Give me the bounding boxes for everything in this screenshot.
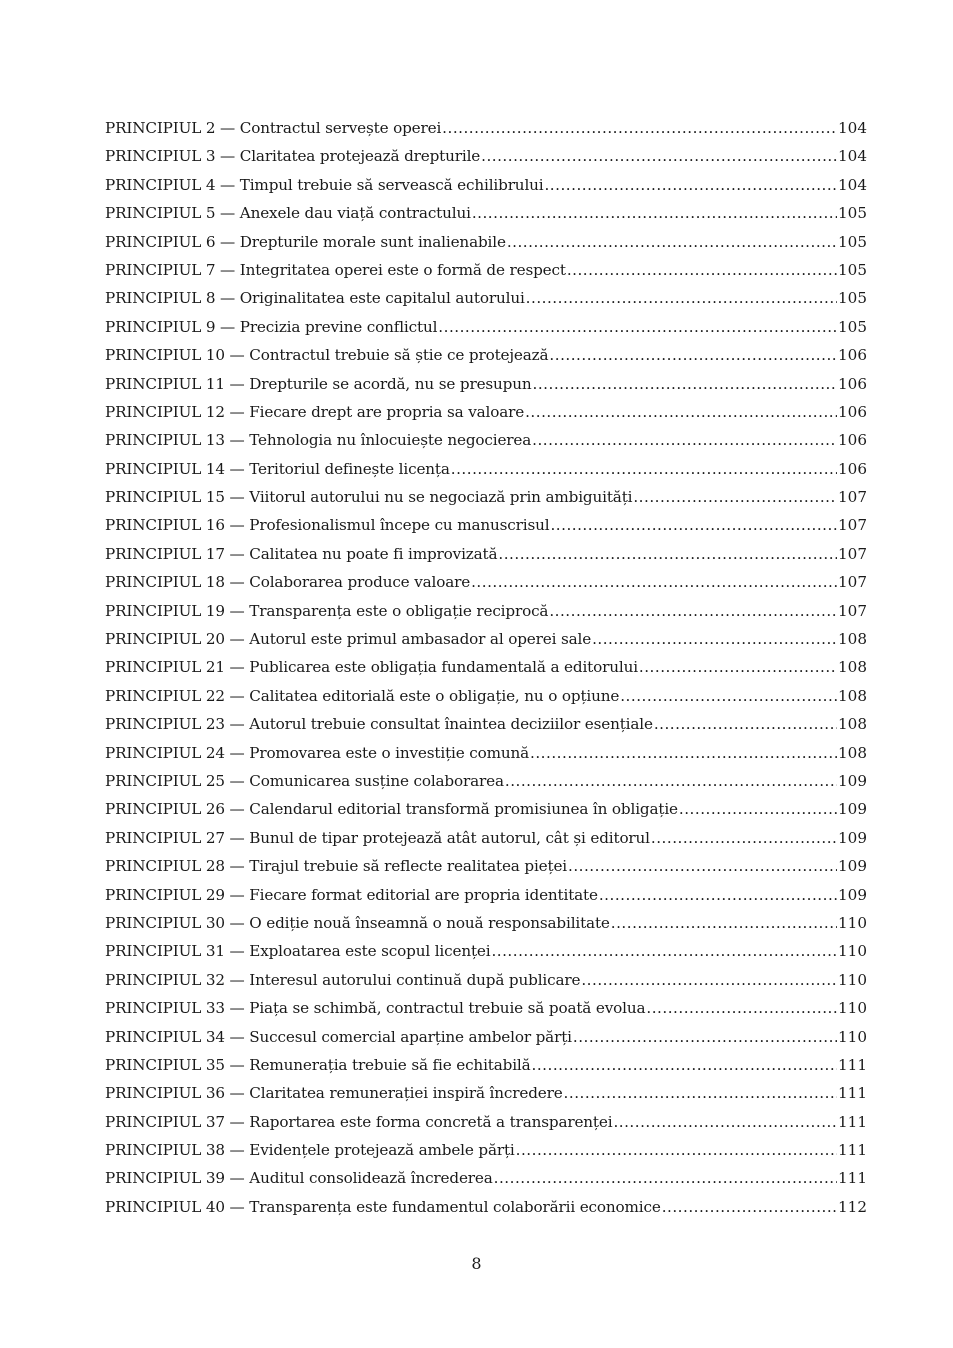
toc-entry[interactable] <box>105 653 867 681</box>
toc-entry[interactable] <box>105 1193 867 1221</box>
toc-entry[interactable] <box>105 767 867 795</box>
toc-entry-title: PRINCIPIUL 7 — Integritatea operei este o formă de respect <box>105 260 566 279</box>
toc-entry-title: PRINCIPIUL 17 — Calitatea nu poate fi improvizată <box>105 544 498 563</box>
toc-entry-page: 111 <box>838 1055 867 1074</box>
toc-entry-page: 112 <box>838 1197 867 1216</box>
dot-leader <box>442 114 837 142</box>
dot-leader <box>568 852 837 880</box>
toc-entry[interactable] <box>105 256 867 284</box>
toc-entry[interactable] <box>105 909 867 937</box>
toc-entry-title: PRINCIPIUL 30 — O ediție nouă înseamnă o nouă responsabilitate <box>105 913 610 932</box>
dot-leader <box>564 1079 837 1107</box>
toc-entry-page: 105 <box>838 289 867 308</box>
toc-entry-page: 107 <box>838 516 867 535</box>
toc-entry-page: 104 <box>838 147 867 166</box>
toc-entry[interactable] <box>105 1023 867 1051</box>
toc-entry[interactable] <box>105 455 867 483</box>
dot-leader <box>533 370 837 398</box>
toc-entry[interactable] <box>105 1108 867 1136</box>
dot-leader <box>472 199 837 227</box>
dot-leader <box>530 739 837 767</box>
toc-entry[interactable] <box>105 228 867 256</box>
toc-entry-page: 105 <box>838 317 867 336</box>
toc-entry-title: PRINCIPIUL 8 — Originalitatea este capitalul autorului <box>105 289 525 308</box>
toc-entry-page: 107 <box>838 488 867 507</box>
dot-leader <box>549 341 837 369</box>
toc-entry-page: 106 <box>838 431 867 450</box>
dot-leader <box>581 966 837 994</box>
toc-entry[interactable] <box>105 597 867 625</box>
toc-entry[interactable] <box>105 426 867 454</box>
dot-leader <box>498 540 837 568</box>
dot-leader <box>549 597 837 625</box>
toc-entry[interactable] <box>105 881 867 909</box>
toc-entry-page: 111 <box>838 1084 867 1103</box>
toc-entry-page: 105 <box>838 204 867 223</box>
toc-entry[interactable] <box>105 824 867 852</box>
toc-entry-page: 106 <box>838 402 867 421</box>
dot-leader <box>526 284 837 312</box>
dot-leader <box>507 228 837 256</box>
dot-leader <box>550 511 837 539</box>
toc-entry-title: PRINCIPIUL 21 — Publicarea este obligația fundamentală a editorului <box>105 658 638 677</box>
toc-entry-page: 104 <box>838 175 867 194</box>
toc-entry-page: 107 <box>838 573 867 592</box>
toc-entry-page: 109 <box>838 857 867 876</box>
toc-entry[interactable] <box>105 370 867 398</box>
dot-leader <box>438 313 837 341</box>
toc-entry[interactable] <box>105 1136 867 1164</box>
toc-entry[interactable] <box>105 511 867 539</box>
toc-entry-page: 108 <box>838 686 867 705</box>
toc-entry-title: PRINCIPIUL 31 — Exploatarea este scopul licenței <box>105 942 491 961</box>
table-of-contents <box>105 114 867 1221</box>
toc-entry-title: PRINCIPIUL 24 — Promovarea este o investiție comună <box>105 743 530 762</box>
dot-leader <box>532 1051 837 1079</box>
toc-entry[interactable] <box>105 966 867 994</box>
toc-entry-title: PRINCIPIUL 26 — Calendarul editorial transformă promisiunea în obligație <box>105 800 678 819</box>
toc-entry-title: PRINCIPIUL 19 — Transparența este o obligație reciprocă <box>105 601 549 620</box>
toc-entry-title: PRINCIPIUL 5 — Anexele dau viață contractului <box>105 204 471 223</box>
toc-entry[interactable] <box>105 1079 867 1107</box>
dot-leader <box>651 824 837 852</box>
toc-entry-page: 105 <box>838 260 867 279</box>
toc-entry[interactable] <box>105 540 867 568</box>
toc-entry-page: 109 <box>838 885 867 904</box>
dot-leader <box>639 653 837 681</box>
dot-leader <box>544 171 837 199</box>
toc-entry-page: 109 <box>838 800 867 819</box>
dot-leader <box>646 994 837 1022</box>
toc-entry-title: PRINCIPIUL 33 — Piața se schimbă, contractul trebuie să poată evolua <box>105 999 646 1018</box>
toc-entry[interactable] <box>105 483 867 511</box>
toc-entry-page: 108 <box>838 658 867 677</box>
toc-entry-page: 106 <box>838 346 867 365</box>
toc-entry-page: 107 <box>838 601 867 620</box>
page-number: 8 <box>471 1254 482 1273</box>
toc-entry-title: PRINCIPIUL 11 — Drepturile se acordă, nu se presupun <box>105 374 532 393</box>
toc-entry[interactable] <box>105 398 867 426</box>
toc-entry-title: PRINCIPIUL 18 — Colaborarea produce valoare <box>105 573 471 592</box>
toc-entry-title: PRINCIPIUL 32 — Interesul autorului continuă după publicare <box>105 970 581 989</box>
toc-entry-title: PRINCIPIUL 2 — Contractul servește operei <box>105 119 442 137</box>
toc-entry-title: PRINCIPIUL 34 — Succesul comercial aparține ambelor părți <box>105 1027 572 1046</box>
dot-leader <box>662 1193 837 1221</box>
toc-entry[interactable] <box>105 142 867 170</box>
dot-leader <box>471 568 837 596</box>
toc-entry-title: PRINCIPIUL 29 — Fiecare format editorial are propria identitate <box>105 885 598 904</box>
toc-entry-page: 108 <box>838 743 867 762</box>
dot-leader <box>679 795 837 823</box>
toc-entry-title: PRINCIPIUL 20 — Autorul este primul ambasador al operei sale <box>105 630 592 649</box>
dot-leader <box>481 142 837 170</box>
dot-leader <box>599 881 837 909</box>
toc-entry-page: 107 <box>838 544 867 563</box>
toc-entry-title: PRINCIPIUL 6 — Drepturile morale sunt inalienabile <box>105 232 506 251</box>
toc-entry-page: 109 <box>838 828 867 847</box>
toc-entry-title: PRINCIPIUL 13 — Tehnologia nu înlocuiește negocierea <box>105 431 532 450</box>
toc-entry-page: 110 <box>838 1027 867 1046</box>
toc-entry[interactable] <box>105 625 867 653</box>
toc-entry[interactable] <box>105 313 867 341</box>
toc-entry[interactable] <box>105 937 867 965</box>
toc-entry-page: 110 <box>838 913 867 932</box>
toc-entry-title: PRINCIPIUL 16 — Profesionalismul începe cu manuscrisul <box>105 516 550 535</box>
toc-entry-title: PRINCIPIUL 10 — Contractul trebuie să știe ce protejează <box>105 346 549 365</box>
dot-leader <box>525 398 837 426</box>
toc-entry[interactable] <box>105 795 867 823</box>
dot-leader <box>491 937 837 965</box>
toc-entry-page: 104 <box>838 119 867 137</box>
dot-leader <box>532 426 837 454</box>
dot-leader <box>516 1136 837 1164</box>
toc-entry-title: PRINCIPIUL 15 — Viitorul autorului nu se negociază prin ambiguități <box>105 488 633 507</box>
toc-entry-title: PRINCIPIUL 38 — Evidențele protejează ambele părți <box>105 1141 515 1160</box>
dot-leader <box>654 710 837 738</box>
toc-entry-title: PRINCIPIUL 4 — Timpul trebuie să servească echilibrului <box>105 175 544 194</box>
toc-entry-page: 110 <box>838 999 867 1018</box>
dot-leader <box>592 625 837 653</box>
toc-entry-page: 105 <box>838 232 867 251</box>
toc-entry-title: PRINCIPIUL 39 — Auditul consolidează încrederea <box>105 1169 493 1188</box>
toc-entry-page: 108 <box>838 715 867 734</box>
toc-entry-page: 106 <box>838 459 867 478</box>
toc-entry-page: 106 <box>838 374 867 393</box>
dot-leader <box>573 1023 837 1051</box>
toc-entry-page: 111 <box>838 1141 867 1160</box>
dot-leader <box>451 455 837 483</box>
toc-entry-title: PRINCIPIUL 37 — Raportarea este forma concretă a transparenței <box>105 1112 613 1131</box>
toc-entry[interactable] <box>105 199 867 227</box>
toc-entry-page: 111 <box>838 1112 867 1131</box>
dot-leader <box>633 483 837 511</box>
toc-entry-page: 111 <box>838 1169 867 1188</box>
toc-entry-title: PRINCIPIUL 27 — Bunul de tipar protejează atât autorul, cât și editorul <box>105 828 650 847</box>
toc-entry-title: PRINCIPIUL 9 — Precizia previne conflictul <box>105 317 438 336</box>
toc-entry-title: PRINCIPIUL 40 — Transparența este fundamentul colaborării economice <box>105 1197 661 1216</box>
dot-leader <box>567 256 837 284</box>
toc-entry-title: PRINCIPIUL 12 — Fiecare drept are propria sa valoare <box>105 402 525 421</box>
toc-entry[interactable] <box>105 284 867 312</box>
toc-entry[interactable] <box>105 852 867 880</box>
toc-entry[interactable] <box>105 341 867 369</box>
toc-entry-title: PRINCIPIUL 3 — Claritatea protejează drepturile <box>105 147 481 166</box>
toc-entry[interactable] <box>105 739 867 767</box>
dot-leader <box>613 1108 837 1136</box>
dot-leader <box>505 767 837 795</box>
toc-entry-title: PRINCIPIUL 25 — Comunicarea susține colaborarea <box>105 771 504 790</box>
toc-entry-title: PRINCIPIUL 23 — Autorul trebuie consultat înaintea deciziilor esențiale <box>105 715 653 734</box>
toc-entry-page: 108 <box>838 630 867 649</box>
toc-entry-page: 110 <box>838 970 867 989</box>
toc-entry-page: 109 <box>838 771 867 790</box>
toc-entry[interactable] <box>105 171 867 199</box>
toc-entry[interactable] <box>105 568 867 596</box>
toc-entry[interactable] <box>105 1051 867 1079</box>
dot-leader <box>611 909 837 937</box>
toc-entry-title: PRINCIPIUL 22 — Calitatea editorială este o obligație, nu o opțiune <box>105 686 620 705</box>
dot-leader <box>494 1164 837 1192</box>
toc-entry-title: PRINCIPIUL 14 — Teritoriul definește licența <box>105 459 450 478</box>
toc-entry[interactable] <box>105 994 867 1022</box>
toc-entry[interactable] <box>105 710 867 738</box>
dot-leader <box>620 682 837 710</box>
toc-entry-page: 110 <box>838 942 867 961</box>
toc-entry[interactable] <box>105 682 867 710</box>
toc-entry[interactable] <box>105 114 867 142</box>
toc-entry-title: PRINCIPIUL 36 — Claritatea remunerației inspiră încredere <box>105 1084 563 1103</box>
toc-entry-title: PRINCIPIUL 28 — Tirajul trebuie să reflecte realitatea pieței <box>105 857 567 876</box>
toc-entry[interactable] <box>105 1164 867 1192</box>
toc-entry-title: PRINCIPIUL 35 — Remunerația trebuie să fie echitabilă <box>105 1055 531 1074</box>
